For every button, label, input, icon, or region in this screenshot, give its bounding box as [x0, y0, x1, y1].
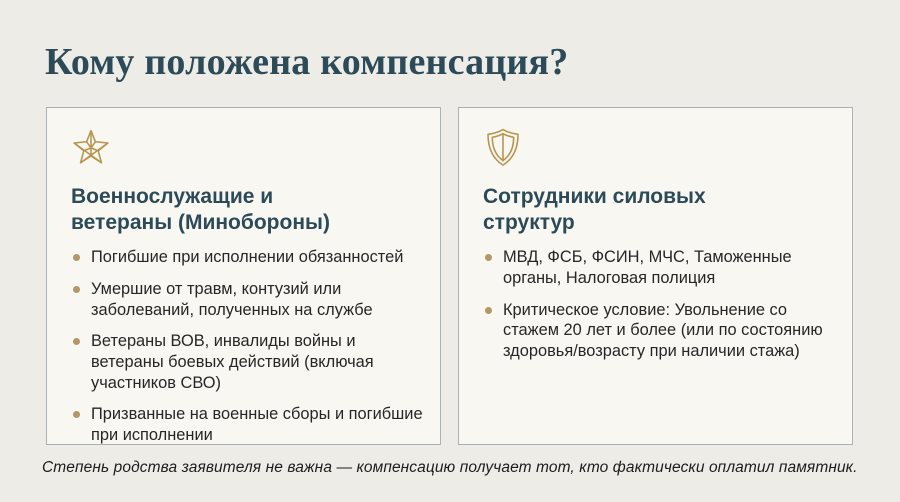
list-item: [71, 331, 426, 393]
bullet-dot: [485, 254, 492, 261]
list-item: [71, 404, 426, 445]
star-icon: [71, 126, 111, 172]
bullet-dot: [73, 411, 80, 418]
bullet-dot: [485, 307, 492, 314]
list-item-text: Умершие от травм, контузий или заболеваний, полученных на службе: [91, 279, 373, 319]
list-item: [71, 247, 426, 268]
list-item-text: Критическое условие: Увольнение со стажем 20 лет и более (или по состоянию здоровья/возрасту при наличии стажа): [503, 300, 823, 360]
bullet-dot: [73, 254, 80, 261]
list-item-text: Ветераны ВОВ, инвалиды войны и ветераны боевых действий (включая участников СВО): [91, 332, 374, 392]
shield-icon: [483, 126, 523, 172]
card-title: Военнослужащие и ветераны (Минобороны): [71, 185, 330, 234]
page-title: Кому положена компенсация?: [45, 41, 569, 83]
list-item-text: Призванные на военные сборы и погибшие при исполнении: [91, 405, 423, 444]
footer-note: Степень родства заявителя не важна — компенсацию получает тот, кто фактически оплатил памятник.: [42, 459, 858, 476]
list-item: [71, 279, 426, 320]
list-item-text: МВД, ФСБ, ФСИН, МЧС, Таможенные органы, Налоговая полиция: [503, 248, 792, 287]
list-item: [483, 247, 838, 288]
card-list: [71, 247, 426, 445]
bullet-dot: [73, 338, 80, 345]
card-security-forces: [458, 107, 853, 445]
bullet-dot: [73, 286, 80, 293]
card-title: Сотрудники силовых структур: [483, 185, 706, 234]
card-list: [483, 247, 838, 361]
card-military: [46, 107, 441, 445]
list-item-text: Погибшие при исполнении обязанностей: [91, 248, 404, 267]
cards-row: [46, 107, 853, 445]
list-item: [483, 300, 838, 362]
